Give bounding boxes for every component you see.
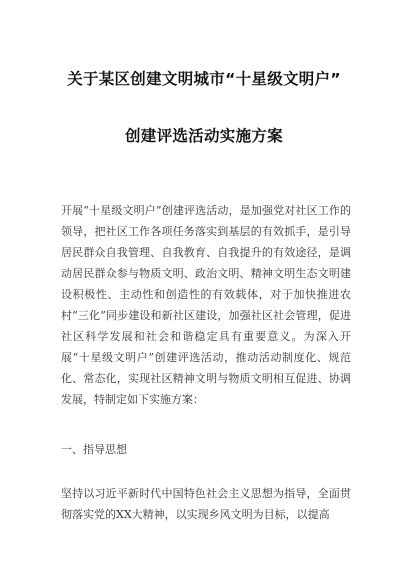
body-paragraph-intro: 开展“十星级文明户”创建评选活动，是加强党对社区工作的领导，把社区工作各项任务落实到基层的有效抓手，是引导居民群众自我管理、自我教育、自我提升的有效途径，是调动居民群众参与物质文明、政治文明、精神文明生态文明建设积极性、主动性和创造性的有效载体，对于加快推进农村“三化”同步建设和新社区建设，加强社区社会管理，促进社区科学发展和社会和谐稳定具有重要意义。为深入开展“十星级文明户”创建评选活动，推动活动制度化、规范化、常态化，实现社区精神文明与物质文明相互促进、协调发展，特制定如下实施方案： <box>61 204 351 406</box>
body-paragraph-guiding-ideology: 坚持以习近平新时代中国特色社会主义思想为指导，全面贯彻落实党的XX大精神，以实现乡风文明为目标，以提高 <box>61 487 351 521</box>
document-title-line-1: 关于某区创建文明城市“十星级文明户” <box>67 70 341 88</box>
document-title-line-2: 创建评选活动实施方案 <box>124 127 283 145</box>
section-heading-guiding-ideology: 一、指导思想 <box>61 443 127 456</box>
